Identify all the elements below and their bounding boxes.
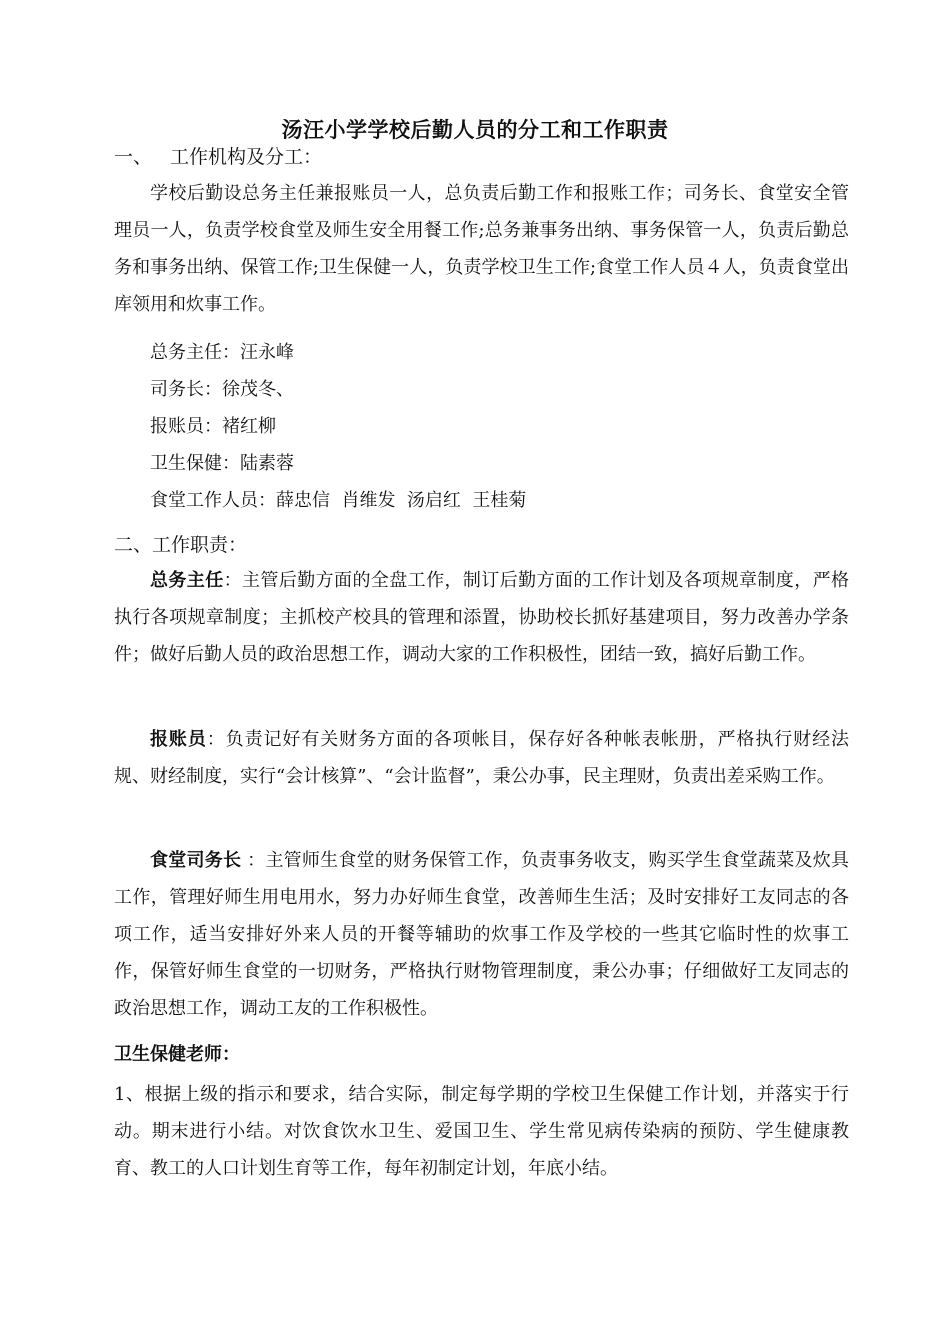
duty-text: 负责记好有关财务方面的各项帐目，保存好各种帐表帐册，严格执行财经法规、财经制度，实行“会计核算”、“会计监督”，秉公办事，民主理财，负责出差采购工作。 — [114, 729, 850, 787]
section-heading-1 — [114, 142, 322, 169]
duty-text: 主管师生食堂的财务保管工作，负责事务收支，购买学生食堂蔬菜及炊具工作，管理好师生用电用水，努力办好师生食堂，改善师生生活；及时安排好工友同志的各项工作，适当安排好外来人员的开餐等辅助的炊事工作及学校的一些其它临时性的炊事工作，保管好师生食堂的一切财务，严格执行财物管理制度，秉公办事；仔细做好工友同志的政治思想工作，调动工友的工作积极性。 — [114, 850, 849, 1019]
staff-line-3: 报账员：褚红柳 — [150, 416, 276, 437]
health-item-1: 1、根据上级的指示和要求，结合实际，制定每学期的学校卫生保健工作计划，并落实于行动。期末进行小结。对饮食饮水卫生、爱国卫生、学生常见病传染病的预防、学生健康教育、教工的人口计划生育等工作，每年初制定计划，年底小结。 — [114, 1084, 849, 1179]
duty-text: 主管后勤方面的全盘工作，制订后勤方面的工作计划及各项规章制度，严格执行各项规章制度；主抓校产校具的管理和添置，协助校长抓好基建项目，努力改善办学条件；做好后勤人员的政治思想工作，调动大家的工作积极性，团结一致，搞好后勤工作。 — [114, 570, 850, 665]
duty-director — [114, 562, 849, 673]
staff-line-4: 卫生保健：陆素蓉 — [150, 453, 294, 474]
section-number: 一、 — [114, 146, 153, 168]
duty-label: 食堂司务长 — [150, 850, 242, 871]
health-teacher-heading: 卫生保健老师： — [114, 1044, 240, 1065]
section-heading-2: 二、工作职责： — [114, 534, 248, 556]
duty-sep: ： — [241, 850, 266, 871]
staff-line-2: 司务长：徐茂冬、 — [150, 379, 294, 400]
duty-label: 报账员 — [150, 729, 207, 750]
duty-accountant — [114, 721, 849, 795]
section-label: 工作机构及分工： — [170, 146, 323, 168]
document-title: 汤汪小学学校后勤人员的分工和工作职责 — [281, 118, 669, 142]
duty-sep: ： — [206, 729, 226, 750]
organization-paragraph: 学校后勤设总务主任兼报账员一人，总负责后勤工作和报账工作；司务长、食堂安全管理员一人，负责学校食堂及师生安全用餐工作;总务兼事务出纳、事务保管一人，负责后勤总务和事务出纳、保管工作;卫生保健一人，负责学校卫生工作;食堂工作人员４人，负责食堂出库领用和炊事工作。 — [114, 183, 849, 315]
duty-sep: ： — [223, 570, 243, 591]
duty-label: 总务主任 — [150, 570, 224, 591]
staff-line-1: 总务主任：汪永峰 — [150, 342, 294, 363]
duty-canteen-manager — [114, 842, 849, 1027]
staff-line-5: 食堂工作人员：薛忠信 肖维发 汤启红 王桂菊 — [150, 490, 527, 511]
